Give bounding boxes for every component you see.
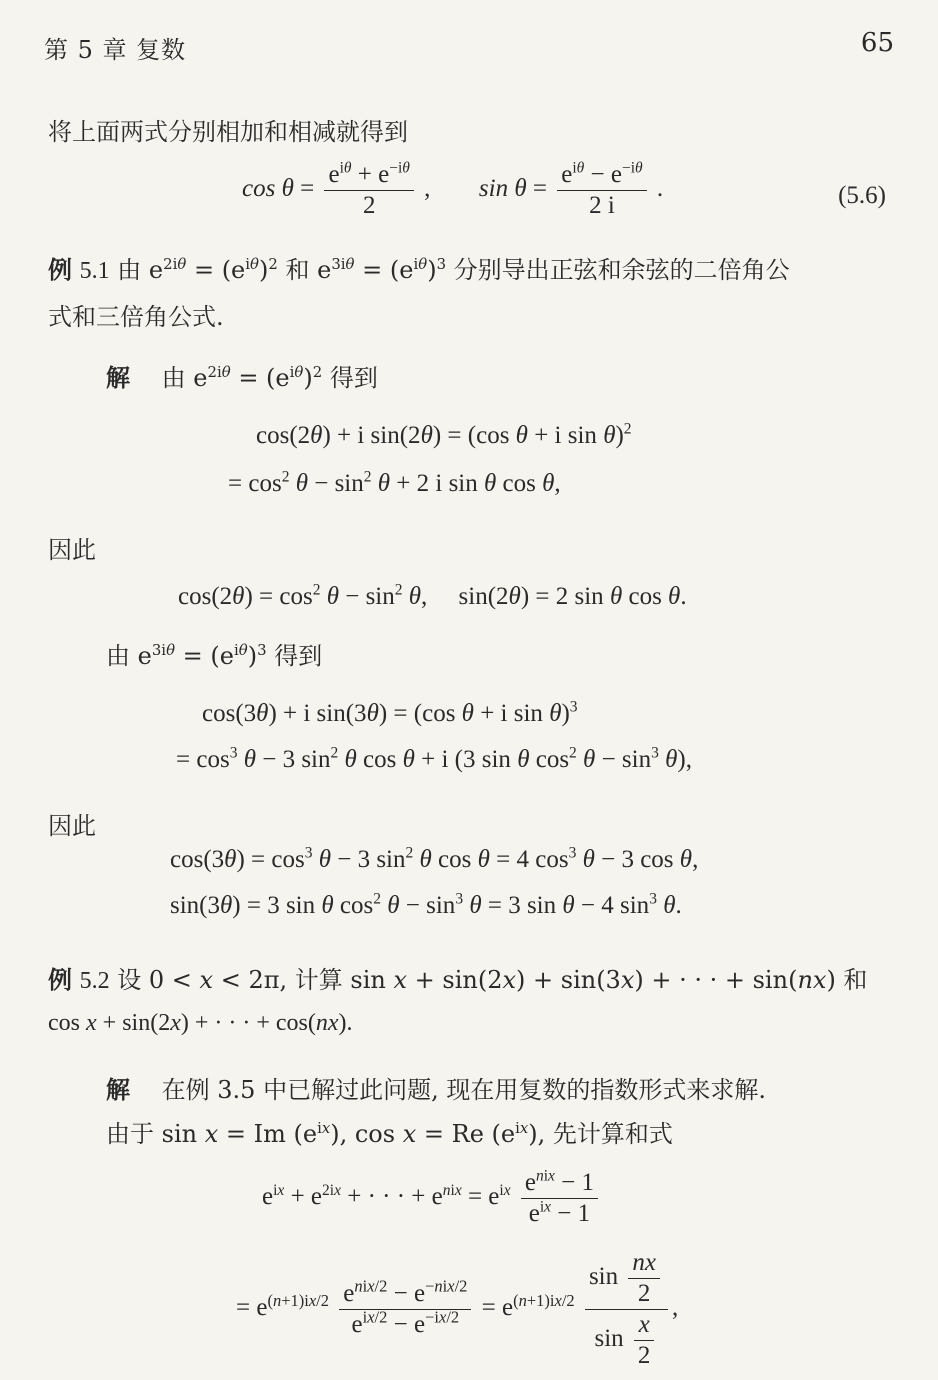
solution-2: 由 $e^{3i\theta} = (e^{i\theta})^3$ 得到: [106, 641, 323, 670]
equation-c1: cos(3θ) + i sin(3θ) = (cos θ + i sin θ)$^3$: [202, 698, 578, 727]
equation-5-6: cos θ = $\frac{e^{i\theta} + e^{-i\theta}}{2}$ , sin θ = $\frac{e^{i\theta} - e^{-i\theta}}{2 i}$ .: [242, 159, 664, 219]
therefore-1: 因此: [48, 536, 96, 564]
chapter-header: 第 5 章 复数: [44, 36, 187, 64]
solution-3: 解 在例 3.5 中已解过此问题, 现在用复数的指数形式来求解.: [106, 1075, 766, 1104]
equation-number: (5.6): [838, 182, 886, 209]
example-5-1-line2: 式和三倍角公式.: [48, 303, 224, 331]
example-5-2-line2: cos x + sin(2x) + · · · + cos(nx).: [48, 1010, 353, 1036]
therefore-2: 因此: [48, 812, 96, 840]
equation-d2: sin(3θ) = 3 sin θ $\cos^2 \theta - \sin^3 \theta = 3$ sin θ − 4 $\sin^3 \theta$.: [170, 890, 682, 919]
equation-e2: = $e^{(n+1)ix/2}$ $\frac{e^{nix/2} - e^{-nix/2}}{e^{ix/2} - e^{-ix/2}}$ = $e^{(n+1)ix/2}$ sin $\frac{nx}{2}$ sin $\frac{x}{2}$ ,: [236, 1249, 679, 1369]
equation-d1: $\cos(3\theta) = \cos^3 \theta - 3$ $\sin^2 \theta$ cos θ = 4 $\cos^3 \theta - 3$ cos θ,: [170, 844, 699, 873]
example-5-1-line1: 例 5.1 由 $e^{2i\theta} = (e^{i\theta})^2$ 和 $e^{3i\theta} = (e^{i\theta})^3$ 分别导出正弦和余弦的二倍角公: [48, 255, 790, 284]
equation-e1: $e^{ix} + e^{2ix}$ + · · · + $e^{nix} = e^{ix}$ $\frac{e^{nix} - 1}{e^{ix} - 1}$: [262, 1168, 602, 1229]
example-label: 例: [48, 255, 72, 284]
equation-b: $\cos(2\theta) = \cos^2 \theta - \sin^2 \theta$, sin(2θ) = 2 sin θ cos θ.: [178, 581, 687, 610]
example-5-2-line1: 例 5.2 设 0 < x < 2π, 计算 sin x + sin(2x) + sin(3x) + · · · + sin(nx) 和: [48, 965, 868, 994]
solution-1: 解 由 $e^{2i\theta} = (e^{i\theta})^2$ 得到: [106, 363, 378, 392]
equation-a2: = $\cos^2 \theta - \sin^2 \theta + 2$ i sin θ cos θ,: [228, 468, 561, 497]
solution-3-line2: 由于 sin x = Im $(e^{ix})$, cos x = Re $(e^{ix})$, 先计算和式: [106, 1119, 673, 1148]
page-number: 65: [860, 28, 894, 58]
equation-a1: cos(2θ) + i sin(2θ) = (cos θ + i sin θ)$^2$: [256, 420, 632, 449]
intro-text: 将上面两式分别相加和相减就得到: [48, 118, 408, 146]
equation-c2: = $\cos^3 \theta - 3$ $\sin^2 \theta$ cos θ + i (3 sin θ $\cos^2 \theta - \sin^3 \theta$),: [176, 744, 692, 773]
